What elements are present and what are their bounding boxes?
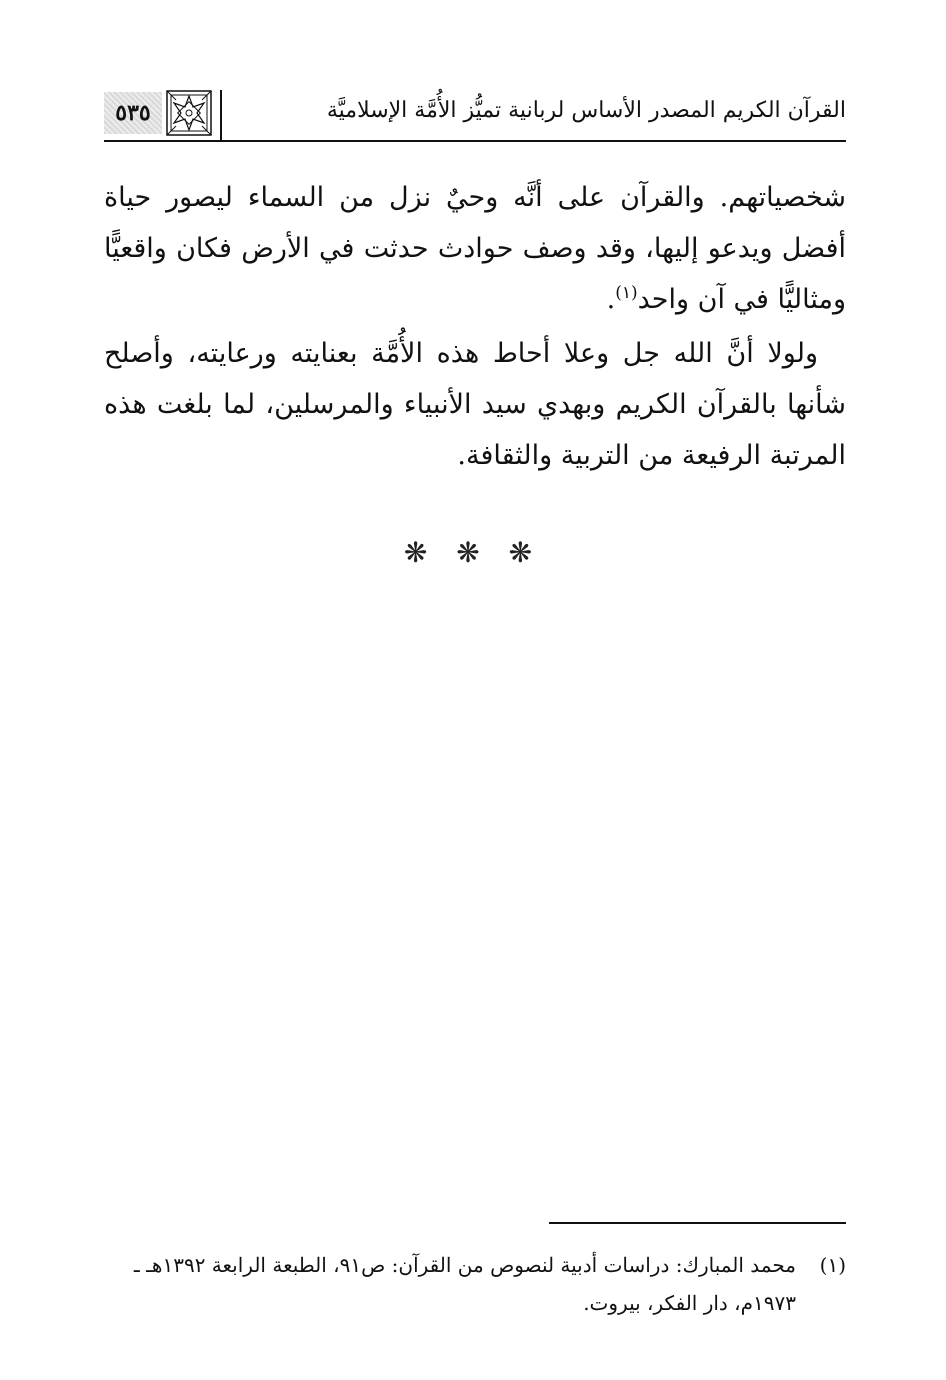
header-rule	[104, 140, 846, 142]
footnote-reference[interactable]: (١)	[615, 283, 638, 303]
footnote-text: محمد المبارك: دراسات أدبية لنصوص من القرآن: ص٩١، الطبعة الرابعة ١٣٩٢هـ ـ	[133, 1253, 796, 1277]
header-separator	[220, 90, 222, 140]
footnote-number: (١)	[819, 1253, 846, 1277]
section-divider: ❋ ❋ ❋	[403, 536, 543, 569]
running-header-title: القرآن الكريم المصدر الأساس لربانية تميُّز الأُمَّة الإسلاميَّة	[326, 98, 846, 123]
paragraph-end: .	[606, 284, 616, 315]
footnote-line: ١٩٧٣م، دار الفكر، بيروت.	[583, 1291, 796, 1315]
paragraph: ولولا أنَّ الله جل وعلا أحاط هذه الأُمَّة بعنايته ورعايته، وأصلح شأنها بالقرآن الكريم وبهدي سيد الأنبياء والمرسلين، لما بلغت هذه المرتبة الرفيعة من التربية والثقافة.	[104, 338, 847, 471]
running-header	[104, 86, 846, 142]
geometric-star-ornament-icon	[166, 90, 212, 136]
page-number: ٥٣٥	[104, 92, 162, 134]
footnote-rule	[549, 1222, 846, 1224]
footnote-line	[104, 1246, 846, 1284]
paragraph	[104, 172, 846, 325]
paragraph-text: شخصياتهم. والقرآن على أنَّه وحيٌ نزل من السماء ليصور حياة أفضل ويدعو إليها، وقد وصف حوادث حدثت في الأرض فكان واقعيًّا ومثاليًّا في آن واحد	[104, 182, 846, 315]
body-text	[104, 172, 846, 484]
footnote	[104, 1246, 846, 1322]
